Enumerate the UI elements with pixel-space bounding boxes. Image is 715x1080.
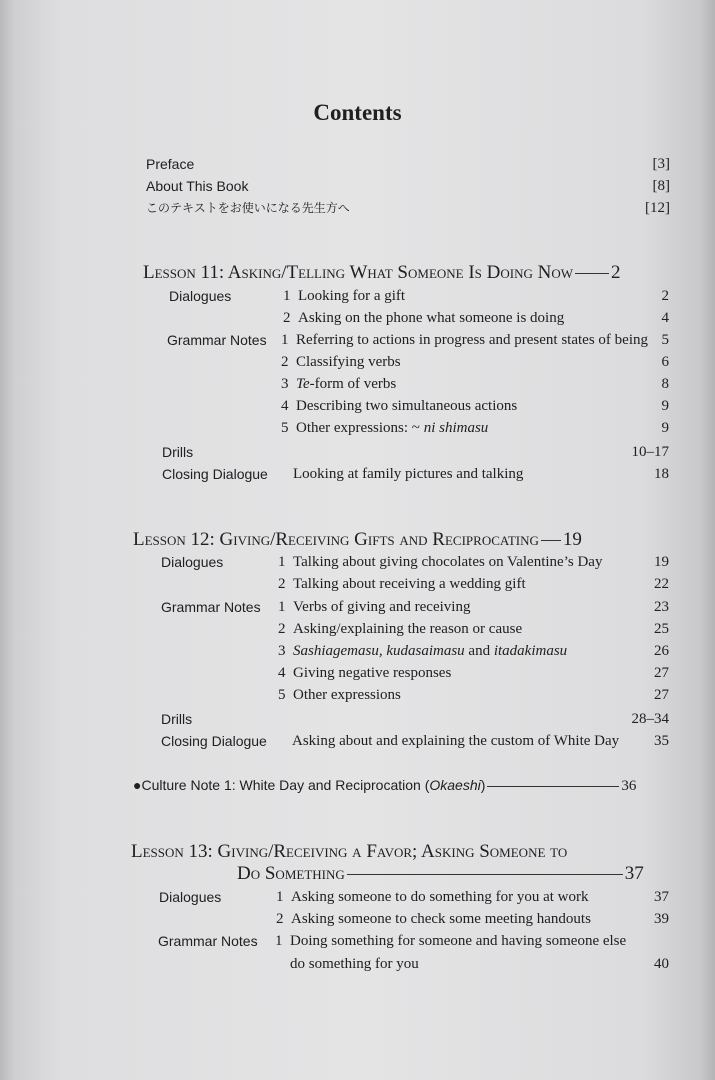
l11-closing-text: Looking at family pictures and talking: [293, 466, 524, 482]
toc-preface-label: Preface: [146, 156, 195, 172]
l11-row3-num: 1: [281, 332, 289, 348]
l11-dialogues-label: Dialogues: [169, 288, 232, 304]
l13-row3-text: Doing something for someone and having someone else: [290, 933, 627, 949]
l11-grammar-label: Grammar Notes: [167, 332, 267, 348]
l11-row6-page: 9: [661, 398, 669, 414]
l11-row7-text: Other expressions: ~ ni shimasu: [296, 420, 489, 436]
l13-row2-page: 39: [654, 911, 669, 927]
l11-row6-num: 4: [281, 398, 289, 414]
page-title: Contents: [313, 100, 402, 125]
l12-row1-text: Talking about giving chocolates on Valentine’s Day: [293, 554, 603, 570]
l12-drills-label: Drills: [161, 711, 193, 727]
l11-closing-label: Closing Dialogue: [162, 466, 268, 482]
l11-row3-text: Referring to actions in progress and present states of being: [296, 332, 648, 348]
l12-closing-label: Closing Dialogue: [161, 733, 267, 749]
l12-row7-num: 5: [278, 687, 286, 703]
lesson-13-heading-line2: Do Something 37: [237, 863, 644, 884]
l11-row4-text: Classifying verbs: [296, 354, 401, 370]
l12-drills-page: 28–34: [631, 711, 669, 727]
l12-dialogues-label: Dialogues: [161, 554, 224, 570]
l11-row6-text: Describing two simultaneous actions: [296, 398, 518, 414]
l12-row7-text: Other expressions: [293, 687, 401, 703]
l12-row1-num: 1: [278, 554, 286, 570]
lesson-13-heading-line1: Lesson 13: Giving/Receiving a Favor; Asking Someone to: [131, 841, 568, 862]
l13-dialogues-label: Dialogues: [159, 889, 222, 905]
l12-closing-text: Asking about and explaining the custom of White Day: [292, 733, 620, 749]
l13-row4-text: do something for you: [290, 956, 419, 972]
l11-row7-num: 5: [281, 420, 289, 436]
l12-row7-page: 27: [654, 687, 669, 703]
toc-teachers-page: [12]: [645, 200, 670, 216]
l12-row2-page: 22: [654, 576, 669, 592]
l11-row1-num: 1: [283, 288, 291, 304]
l12-row5-text: Sashiagemasu, kudasaimasu and itadakimasu: [293, 643, 568, 659]
l12-row6-page: 27: [654, 665, 669, 681]
l11-row5-num: 3: [281, 376, 289, 392]
l11-drills-page: 10–17: [631, 444, 669, 460]
l11-closing-page: 18: [654, 466, 669, 482]
l12-row2-text: Talking about receiving a wedding gift: [293, 576, 526, 592]
l13-row1-text: Asking someone to do something for you at work: [291, 889, 589, 905]
l11-row1-page: 2: [661, 288, 669, 304]
l12-row4-page: 25: [654, 621, 669, 637]
lesson-11-heading: Lesson 11: Asking/Telling What Someone Is Doing Now 2: [143, 262, 621, 283]
l13-row3-num: 1: [275, 933, 283, 949]
l12-row3-num: 1: [278, 599, 286, 615]
l12-row3-page: 23: [654, 599, 669, 615]
toc-teachers-label: このテキストをお使いになる先生方へ: [146, 201, 350, 215]
l12-row5-num: 3: [278, 643, 286, 659]
l13-row1-num: 1: [276, 889, 284, 905]
toc-about-page: [8]: [652, 178, 670, 194]
l12-row5-page: 26: [654, 643, 669, 659]
l11-drills-label: Drills: [162, 444, 194, 460]
l12-row6-num: 4: [278, 665, 286, 681]
l12-closing-page: 35: [654, 733, 669, 749]
lesson-12-heading: Lesson 12: Giving/Receiving Gifts and Reciprocating 19: [133, 529, 582, 550]
l11-row4-page: 6: [661, 354, 669, 370]
l12-row3-text: Verbs of giving and receiving: [293, 599, 471, 615]
l12-row1-page: 19: [654, 554, 669, 570]
toc-preface-page: [3]: [652, 156, 670, 172]
l13-grammar-label: Grammar Notes: [158, 933, 258, 949]
l13-row2-num: 2: [276, 911, 284, 927]
lesson-13-page: 37: [624, 863, 644, 884]
l11-row1-text: Looking for a gift: [298, 288, 406, 304]
lesson-12-page: 19: [562, 529, 582, 550]
l12-row6-text: Giving negative responses: [293, 665, 452, 681]
l12-grammar-label: Grammar Notes: [161, 599, 261, 615]
l11-row3-page: 5: [661, 332, 669, 348]
toc-about-label: About This Book: [146, 178, 249, 194]
lesson-11-page: 2: [611, 262, 621, 283]
l11-row2-text: Asking on the phone what someone is doing: [298, 310, 565, 326]
l13-row4-page: 40: [654, 956, 669, 972]
l11-row4-num: 2: [281, 354, 289, 370]
l11-row7-page: 9: [661, 420, 669, 436]
l11-row2-num: 2: [283, 310, 291, 326]
l12-row2-num: 2: [278, 576, 286, 592]
l11-row5-text: Te-form of verbs: [296, 376, 397, 392]
l12-row4-text: Asking/explaining the reason or cause: [293, 621, 523, 637]
l13-row1-page: 37: [654, 889, 669, 905]
culture-note-page: 36: [621, 778, 637, 794]
l11-row5-page: 8: [661, 376, 669, 392]
l13-row2-text: Asking someone to check some meeting handouts: [291, 911, 591, 927]
l12-row4-num: 2: [278, 621, 286, 637]
culture-note-1: ●Culture Note 1: White Day and Reciprocation (Okaeshi) 36: [133, 777, 637, 794]
l11-row2-page: 4: [661, 310, 669, 326]
